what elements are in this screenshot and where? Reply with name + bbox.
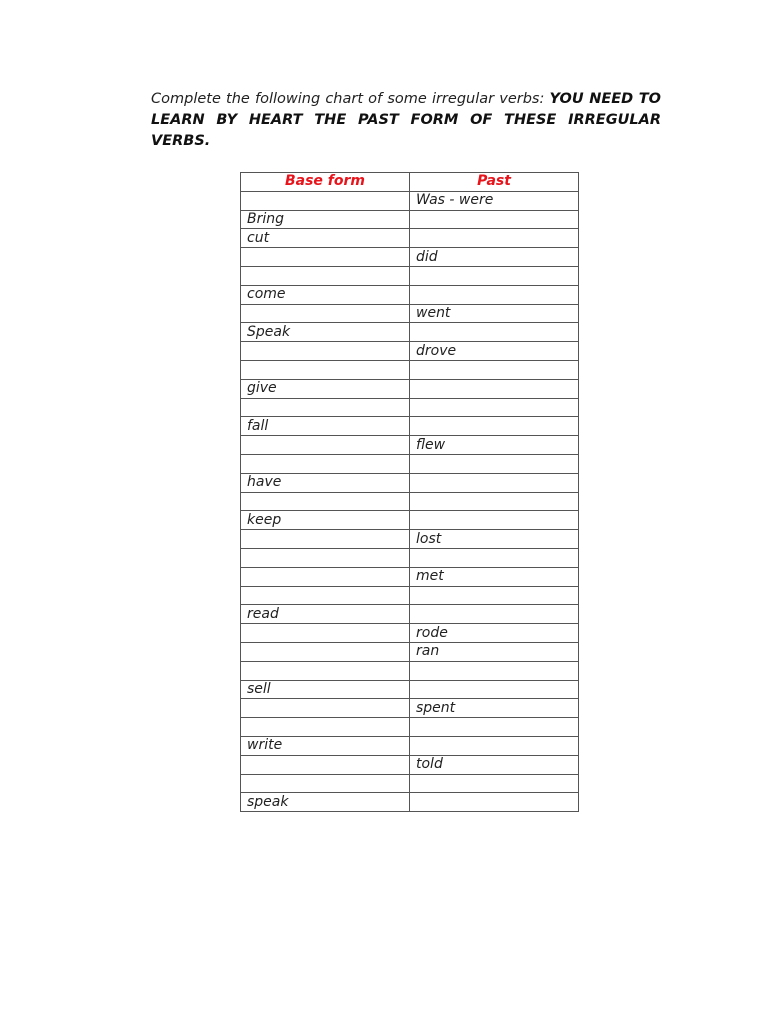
base-form-cell: come — [241, 285, 410, 304]
base-form-cell — [241, 436, 410, 455]
past-form-cell: lost — [410, 530, 579, 549]
table-row — [241, 379, 579, 398]
past-form-cell — [410, 360, 579, 379]
base-form-cell: read — [241, 605, 410, 624]
base-form-cell: fall — [241, 417, 410, 436]
base-form-cell — [241, 699, 410, 718]
table-row — [241, 680, 579, 699]
base-form-cell — [241, 191, 410, 210]
table-row — [241, 586, 579, 605]
table-row — [241, 210, 579, 229]
table-row — [241, 567, 579, 586]
past-form-cell — [410, 210, 579, 229]
instructions-emphasis: YOU NEED TO LEARN BY HEART THE PAST FORM OF THESE IRREGULAR VERBS. — [151, 91, 661, 149]
table-row — [241, 342, 579, 361]
table-row — [241, 511, 579, 530]
table-row — [241, 774, 579, 793]
past-form-cell — [410, 398, 579, 417]
base-form-cell — [241, 398, 410, 417]
past-form-cell — [410, 473, 579, 492]
base-form-cell — [241, 718, 410, 737]
table-row — [241, 266, 579, 285]
base-form-cell — [241, 304, 410, 323]
past-form-cell: spent — [410, 699, 579, 718]
base-form-cell — [241, 530, 410, 549]
past-form-cell: ran — [410, 642, 579, 661]
table-row — [241, 473, 579, 492]
past-form-cell — [410, 793, 579, 812]
base-form-cell — [241, 642, 410, 661]
table-row — [241, 360, 579, 379]
table-row — [241, 530, 579, 549]
table-row — [241, 191, 579, 210]
past-form-cell: flew — [410, 436, 579, 455]
base-form-cell — [241, 586, 410, 605]
past-form-cell — [410, 285, 579, 304]
base-form-cell — [241, 567, 410, 586]
base-form-cell — [241, 454, 410, 473]
header-past: Past — [410, 173, 579, 192]
table-row — [241, 718, 579, 737]
past-form-cell — [410, 605, 579, 624]
past-form-cell — [410, 661, 579, 680]
table-row — [241, 548, 579, 567]
past-form-cell — [410, 266, 579, 285]
past-form-cell: did — [410, 248, 579, 267]
table-row — [241, 642, 579, 661]
past-form-cell — [410, 379, 579, 398]
past-form-cell — [410, 586, 579, 605]
base-form-cell — [241, 248, 410, 267]
past-form-cell — [410, 718, 579, 737]
base-form-cell — [241, 360, 410, 379]
past-form-cell — [410, 323, 579, 342]
base-form-cell — [241, 266, 410, 285]
table-row — [241, 605, 579, 624]
base-form-cell: sell — [241, 680, 410, 699]
base-form-cell — [241, 624, 410, 643]
base-form-cell: write — [241, 736, 410, 755]
table-body — [241, 191, 579, 811]
base-form-cell: give — [241, 379, 410, 398]
base-form-cell: keep — [241, 511, 410, 530]
past-form-cell: Was - were — [410, 191, 579, 210]
irregular-verbs-table — [240, 172, 579, 812]
base-form-cell: Bring — [241, 210, 410, 229]
past-form-cell — [410, 680, 579, 699]
past-form-cell: met — [410, 567, 579, 586]
base-form-cell — [241, 755, 410, 774]
table-header-row — [241, 173, 579, 192]
base-form-cell — [241, 492, 410, 511]
past-form-cell: rode — [410, 624, 579, 643]
table-row — [241, 699, 579, 718]
instructions-text — [151, 89, 661, 152]
base-form-cell: speak — [241, 793, 410, 812]
table-row — [241, 454, 579, 473]
past-form-cell — [410, 454, 579, 473]
past-form-cell — [410, 492, 579, 511]
past-form-cell — [410, 736, 579, 755]
past-form-cell — [410, 229, 579, 248]
past-form-cell — [410, 774, 579, 793]
instructions-lead: Complete the following chart of some irregular verbs: — [151, 91, 550, 107]
past-form-cell: went — [410, 304, 579, 323]
table-row — [241, 398, 579, 417]
base-form-cell — [241, 548, 410, 567]
table-row — [241, 248, 579, 267]
table-row — [241, 492, 579, 511]
base-form-cell: cut — [241, 229, 410, 248]
table-row — [241, 304, 579, 323]
table-row — [241, 323, 579, 342]
base-form-cell — [241, 342, 410, 361]
past-form-cell: drove — [410, 342, 579, 361]
table-row — [241, 285, 579, 304]
table-row — [241, 661, 579, 680]
table-row — [241, 755, 579, 774]
base-form-cell: Speak — [241, 323, 410, 342]
table-row — [241, 793, 579, 812]
past-form-cell: told — [410, 755, 579, 774]
table-row — [241, 417, 579, 436]
table-row — [241, 624, 579, 643]
table-row — [241, 229, 579, 248]
past-form-cell — [410, 548, 579, 567]
table-row — [241, 436, 579, 455]
base-form-cell: have — [241, 473, 410, 492]
past-form-cell — [410, 417, 579, 436]
base-form-cell — [241, 774, 410, 793]
past-form-cell — [410, 511, 579, 530]
base-form-cell — [241, 661, 410, 680]
header-base-form: Base form — [241, 173, 410, 192]
table-row — [241, 736, 579, 755]
